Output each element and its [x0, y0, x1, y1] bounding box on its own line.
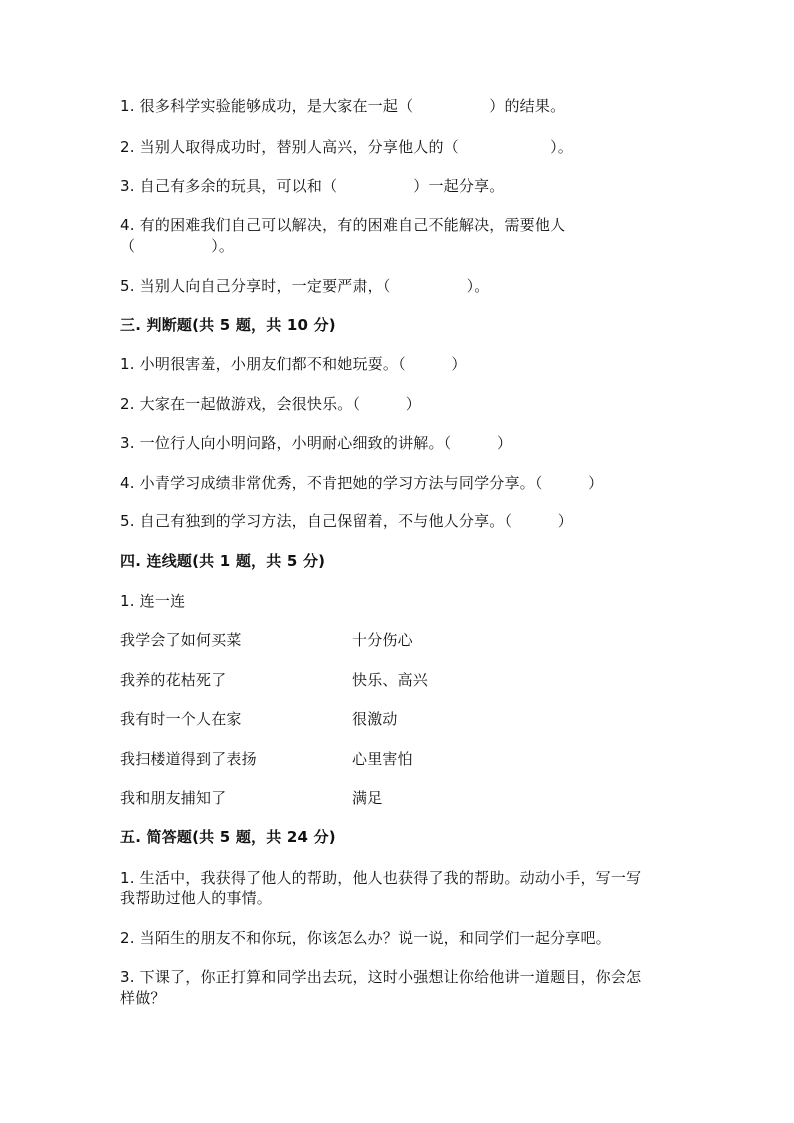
- section-heading-short-answer: 五. 简答题(共 5 题，共 24 分): [120, 828, 336, 846]
- short-answer-question-1-line-2: 我帮助过他人的事情。: [120, 889, 273, 907]
- matching-left-item: 我和朋友捕知了: [120, 789, 227, 807]
- matching-left-item: 我扫楼道得到了表扬: [120, 750, 257, 768]
- matching-question: 1. 连一连: [120, 592, 186, 610]
- fill-blank-question-5: 5. 当别人向自己分享时，一定要严肃，（ ）。: [120, 277, 490, 295]
- judgment-question-5: 5. 自己有独到的学习方法，自己保留着，不与他人分享。（ ）: [120, 512, 573, 530]
- matching-right-item: 满足: [352, 789, 383, 807]
- judgment-question-1: 1. 小明很害羞，小朋友们都不和她玩耍。（ ）: [120, 355, 467, 373]
- section-heading-matching: 四. 连线题(共 1 题，共 5 分): [120, 552, 326, 570]
- matching-right-item: 快乐、高兴: [352, 671, 429, 689]
- matching-left-item: 我有时一个人在家: [120, 710, 242, 728]
- short-answer-question-3-line-2: 样做？: [120, 989, 166, 1007]
- section-heading-judgment: 三. 判断题(共 5 题，共 10 分): [120, 316, 336, 334]
- judgment-question-2: 2. 大家在一起做游戏，会很快乐。（ ）: [120, 395, 421, 413]
- short-answer-question-3-line-1: 3. 下课了，你正打算和同学出去玩，这时小强想让你给他讲一道题目，你会怎: [120, 968, 642, 986]
- fill-blank-question-2: 2. 当别人取得成功时，替别人高兴，分享他人的（ ）。: [120, 138, 573, 156]
- matching-right-item: 十分伤心: [352, 631, 413, 649]
- matching-left-item: 我养的花枯死了: [120, 671, 227, 689]
- short-answer-question-2: 2. 当陌生的朋友不和你玩，你该怎么办？说一说，和同学们一起分享吧。: [120, 929, 611, 947]
- fill-blank-question-4-line-2: （ ）。: [120, 237, 235, 255]
- matching-left-item: 我学会了如何买菜: [120, 631, 242, 649]
- matching-right-item: 很激动: [352, 710, 398, 728]
- judgment-question-4: 4. 小青学习成绩非常优秀，不肯把她的学习方法与同学分享。（ ）: [120, 474, 604, 492]
- fill-blank-question-4-line-1: 4. 有的困难我们自己可以解决，有的困难自己不能解决，需要他人: [120, 216, 566, 234]
- fill-blank-question-3: 3. 自己有多余的玩具，可以和（ ）一起分享。: [120, 177, 505, 195]
- fill-blank-question-1: 1. 很多科学实验能够成功，是大家在一起（ ）的结果。: [120, 97, 566, 115]
- judgment-question-3: 3. 一位行人向小明问路，小明耐心细致的讲解。（ ）: [120, 434, 513, 452]
- matching-right-item: 心里害怕: [352, 750, 413, 768]
- short-answer-question-1-line-1: 1. 生活中，我获得了他人的帮助，他人也获得了我的帮助。动动小手，写一写: [120, 869, 642, 887]
